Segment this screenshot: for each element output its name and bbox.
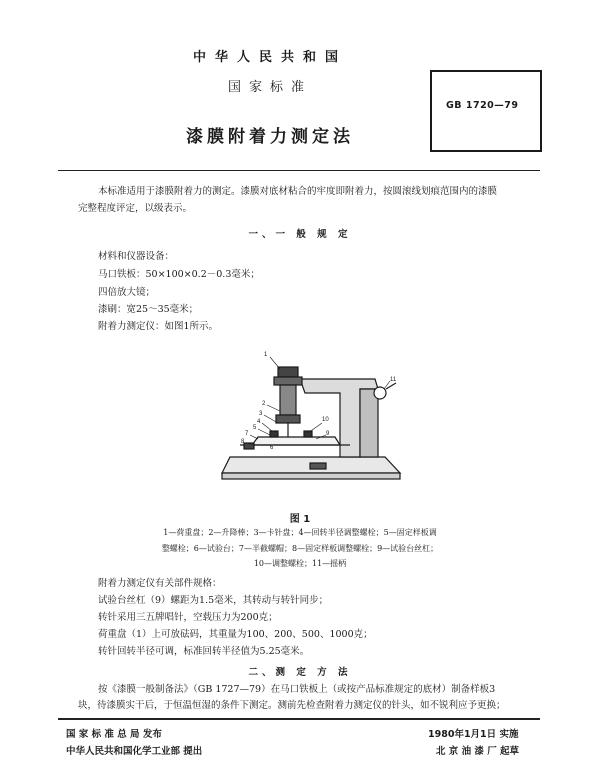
callout-10: 10 [322, 417, 329, 423]
page-title: 漆膜附着力测定法 [186, 127, 354, 147]
section-1-line: 四倍放大镜； [98, 287, 156, 298]
section-1-line: 漆刷：宽25～35毫米； [98, 304, 199, 315]
callout-9: 9 [326, 431, 330, 437]
section-1-line: 附着力测定仪：如图1所示。 [98, 321, 219, 332]
spec-line: 转针采用三五牌唱针，空载压力为200克； [98, 612, 278, 623]
figure-label: 图 1 [289, 514, 311, 525]
section-1-line: 材料和仪器设备： [98, 251, 175, 262]
spec-line: 试验台丝杠（9）螺距为1.5毫米，其转动与转针同步； [98, 595, 329, 606]
section-1-line: 马口铁板：50×100×0.2－0.3毫米； [98, 269, 260, 280]
callout-5: 5 [253, 425, 257, 431]
standard-code: GB 1720—79 [446, 100, 519, 111]
figure-legend-line: 整螺栓；6—试验台；7—半截螺帽；8—固定样板调整螺栓；9—试验台丝杠； [161, 544, 439, 553]
intro-line-2: 完整程度评定，以级表示。 [78, 203, 193, 214]
callout-1: 1 [264, 352, 268, 358]
standard-code-box [430, 70, 542, 152]
country-name: 中华人民共和国 [192, 50, 347, 65]
callout-6: 6 [270, 445, 274, 451]
figure-legend-line: 10—调整螺栓；11—摇柄 [253, 559, 347, 568]
header-divider [58, 170, 540, 171]
spec-line: 转针回转半径可调，标准回转半径值为5.25毫米。 [98, 646, 310, 657]
standard-type: 国家标准 [227, 80, 312, 95]
section-1-heading: 一、一 般 规 定 [248, 229, 352, 240]
footer-drafter: 北 京 油 漆 厂 起草 [436, 746, 520, 757]
spec-line: 荷重盘（1）上可放砝码，其重量为100、200、500、1000克； [98, 629, 373, 640]
callout-3: 3 [259, 411, 263, 417]
callout-7: 7 [245, 431, 249, 437]
footer-proposer: 中华人民共和国化学工业部 提出 [66, 746, 203, 757]
footer-issuer: 国 家 标 准 总 局 发布 [66, 729, 162, 740]
section-2-line-1: 按《漆膜一般制备法》（GB 1727—79）在马口铁板上（或按产品标准规定的底材）制备样板3 [98, 684, 496, 695]
section-2-heading: 二、测 定 方 法 [248, 667, 352, 678]
figure-legend-line: 1—荷重盘；2—升降棒；3—卡针盘；4—回转半径调整螺栓；5—固定样板调 [163, 528, 437, 537]
intro-line-1: 本标准适用于漆膜附着力的测定。漆膜对底材粘合的牢度即附着力，按圆滚线划痕范围内的漆膜 [98, 186, 498, 197]
callout-2: 2 [262, 401, 266, 407]
section-2-line-2: 块，待漆膜实干后，于恒温恒湿的条件下测定。测前先检查附着力测定仪的针头，如不锐利应予更换； [78, 700, 506, 711]
footer-divider [58, 718, 540, 720]
adhesion-tester-figure [200, 345, 430, 485]
spec-line: 附着力测定仪有关部件规格： [98, 578, 222, 589]
callout-4: 4 [257, 419, 261, 425]
footer-effective-date: 1980年1月1日 实施 [428, 729, 519, 740]
callout-11: 11 [390, 377, 397, 383]
callout-8: 8 [241, 439, 245, 445]
